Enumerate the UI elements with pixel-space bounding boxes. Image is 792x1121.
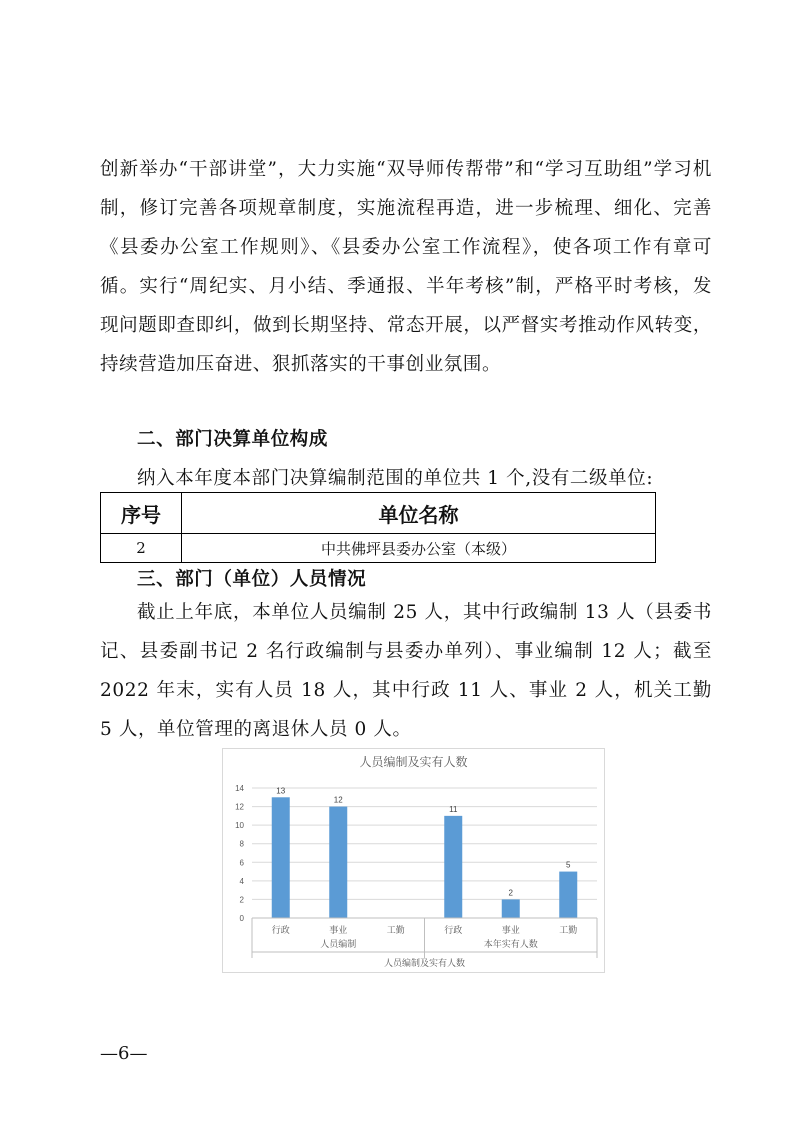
y-tick-label-4: 8 <box>239 839 244 849</box>
y-tick-label-1: 2 <box>239 895 244 905</box>
table-row <box>101 534 656 563</box>
y-tick-label-5: 10 <box>235 821 244 831</box>
cell-serial: 2 <box>101 534 182 563</box>
cell-unit-name: 中共佛坪县委办公室（本级） <box>182 534 656 563</box>
staff-chart <box>222 748 605 973</box>
section-2-heading: 二、部门决算单位构成 <box>137 429 329 450</box>
units-table <box>100 492 656 563</box>
x-tick-label-1-0: 行政 <box>444 925 463 935</box>
data-label-1-0: 11 <box>449 804 458 814</box>
group-label-0: 人员编制 <box>320 939 357 949</box>
bar-1-2 <box>559 872 577 918</box>
group-label-1: 本年实有人数 <box>483 939 538 949</box>
x-tick-label-1-2: 工勤 <box>559 925 578 935</box>
paragraph-1: 创新举办“干部讲堂”，大力实施“双导师传帮带”和“学习互助组”学习机制，修订完善各项规章制度，实施流程再造，进一步梳理、细化、完善《县委办公室工作规则》、《县委办公室工作流程》，使各项工作有章可循。实行“周纪实、月小结、季通报、半年考核”制，严格平时考核，发现问题即查即纠，做到长期坚持、常态开展，以严督实考推动作风转变，持续营造加压奋进、狠抓落实的干事创业氛围。 <box>100 159 712 375</box>
data-label-0-0: 13 <box>276 786 286 796</box>
header-unit-name: 单位名称 <box>182 493 656 534</box>
header-serial: 序号 <box>101 493 182 534</box>
y-tick-label-6: 12 <box>235 802 244 812</box>
bar-1-1 <box>502 899 520 918</box>
section-3-text: 截止上年底，本单位人员编制 25 人，其中行政编制 13 人（县委书记、县委副书记 2 名行政编制与县委办单列）、事业编制 12 人；截至 2022 年末，实有人员 18 人，其中行政 11 人、事业 2 人，机关工勤 5 人，单位管理的离退休人员 0 人。 <box>100 602 712 740</box>
staff-chart-svg <box>222 748 605 973</box>
table-header-row <box>101 493 656 534</box>
data-label-1-1: 2 <box>508 888 513 898</box>
bar-1-0 <box>444 816 462 918</box>
x-axis-label: 人员编制及实有人数 <box>383 958 466 968</box>
y-tick-label-7: 14 <box>235 784 244 793</box>
y-tick-label-0: 0 <box>239 914 244 923</box>
bar-0-0 <box>272 797 290 918</box>
y-tick-label-3: 6 <box>239 858 244 868</box>
bar-0-1 <box>329 807 347 918</box>
x-tick-label-0-1: 事业 <box>329 925 348 935</box>
x-tick-label-0-0: 行政 <box>271 925 290 935</box>
x-tick-label-1-1: 事业 <box>501 925 520 935</box>
y-tick-label-2: 4 <box>239 876 244 886</box>
chart-title: 人员编制及实有人数 <box>359 755 468 769</box>
page-number: —6— <box>100 1043 148 1064</box>
section-2-text: 纳入本年度本部门决算编制范围的单位共 1 个,没有二级单位: <box>137 468 654 489</box>
data-label-1-2: 5 <box>566 860 571 870</box>
section-3-heading: 三、部门（单位）人员情况 <box>137 569 367 590</box>
x-tick-label-0-2: 工勤 <box>386 925 405 935</box>
data-label-0-1: 12 <box>333 795 343 805</box>
